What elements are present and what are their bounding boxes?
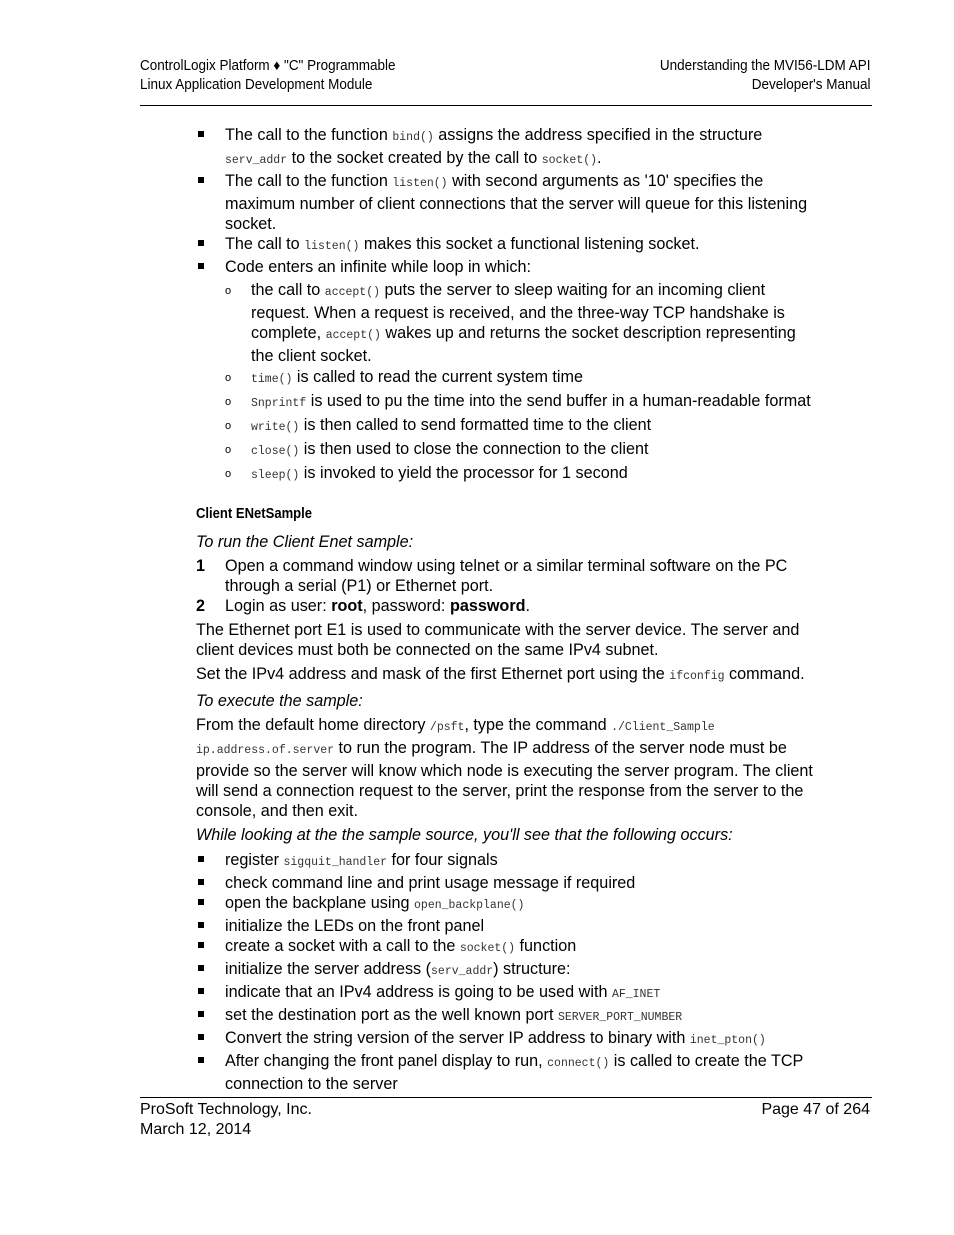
list-item: initialize the server address (serv_addr) structure: — [196, 959, 816, 982]
list-item: o sleep() is invoked to yield the processor for 1 second — [225, 463, 816, 486]
list-item: initialize the LEDs on the front panel — [196, 916, 816, 936]
step-list — [196, 556, 816, 616]
list-item: indicate that an IPv4 address is going to be used with AF_INET — [196, 982, 816, 1005]
procedure-intro: While looking at the the sample source, you'll see that the following occurs: — [196, 826, 733, 844]
list-item: o the call to accept() puts the server to sleep waiting for an incoming client request. When a request is received, and the three-way TCP handshake is complete, accept() wakes up and returns the socket description representing the client socket. — [225, 280, 816, 366]
paragraph: Set the IPv4 address and mask of the first Ethernet port using the ifconfig command. — [196, 665, 805, 683]
list-item: Code enters an infinite while loop in which: o the call to accept() puts the server to sleep waiting for an incoming client request. When a request is received, and the three-way TCP handshake is complete, accept() wakes up and returns the socket description representing the client socket. o time() is called to read the current system time o Snprintf is used to pu the time into the send buffer in a human-readable format o write() is then called to send formatted time to the client o close() is then used to close the connection to the client o sleep() is invoked to yield the processor for 1 second — [196, 257, 816, 486]
list-item: o time() is called to read the current system time — [225, 367, 816, 390]
step-item: 1 Open a command window using telnet or a similar terminal software on the PC through a serial (P1) or Ethernet port. — [196, 557, 788, 595]
header-right — [659, 57, 870, 95]
server-bullet-list — [196, 125, 816, 486]
header-manual-title: Developer's Manual — [751, 77, 870, 93]
footer-right — [761, 1100, 870, 1120]
footer-date: March 12, 2014 — [140, 1121, 252, 1138]
list-item: The call to listen() makes this socket a functional listening socket. — [196, 234, 816, 257]
section-heading: Client ENetSample — [196, 506, 313, 522]
loop-sub-list — [225, 280, 816, 486]
list-item: The call to the function bind() assigns the address specified in the structure serv_addr to the socket created by the call to socket(). — [196, 125, 816, 171]
header-product-subtitle: Linux Application Development Module — [140, 77, 373, 93]
page-body — [196, 125, 816, 1094]
list-item: check command line and print usage message if required — [196, 873, 816, 893]
paragraph: From the default home directory /psft, type the command ./Client_Sample ip.address.of.server to run the program. The IP address of the server node must be provide so the server will know which node is executing the server program. The client will send a connection request to the server, print the response from the server to the console, and then exit. — [196, 716, 813, 820]
list-item: o write() is then called to send formatted time to the client — [225, 415, 816, 438]
header-section-title: Understanding the MVI56-LDM API — [659, 58, 870, 74]
list-item: o close() is then used to close the connection to the client — [225, 439, 816, 462]
list-item: open the backplane using open_backplane() — [196, 893, 816, 916]
list-item: set the destination port as the well known port SERVER_PORT_NUMBER — [196, 1005, 816, 1028]
footer-left — [140, 1100, 312, 1140]
footer-rule — [140, 1097, 872, 1098]
header-product-title: ControlLogix Platform ♦ "C" Programmable — [140, 58, 396, 74]
page-number: Page 47 of 264 — [761, 1101, 870, 1118]
paragraph: The Ethernet port E1 is used to communicate with the server device. The server and client devices must both be connected on the same IPv4 subnet. — [196, 621, 800, 659]
list-item: register sigquit_handler for four signals — [196, 850, 816, 873]
footer-company: ProSoft Technology, Inc. — [140, 1101, 312, 1118]
procedure-intro: To run the Client Enet sample: — [196, 533, 414, 551]
list-item: After changing the front panel display to run, connect() is called to create the TCP connection to the server — [196, 1051, 816, 1094]
list-item: Convert the string version of the server IP address to binary with inet_pton() — [196, 1028, 816, 1051]
step-item: 2 Login as user: root, password: password. — [196, 597, 531, 615]
list-item: o Snprintf is used to pu the time into the send buffer in a human-readable format — [225, 391, 816, 414]
list-item: The call to the function listen() with second arguments as '10' specifies the maximum number of client connections that the server will queue for this listening socket. — [196, 171, 816, 234]
header-rule — [140, 105, 872, 106]
procedure-intro: To execute the sample: — [196, 692, 363, 710]
client-bullet-list — [196, 850, 816, 1094]
list-item: create a socket with a call to the socket() function — [196, 936, 816, 959]
header-left — [140, 57, 396, 95]
